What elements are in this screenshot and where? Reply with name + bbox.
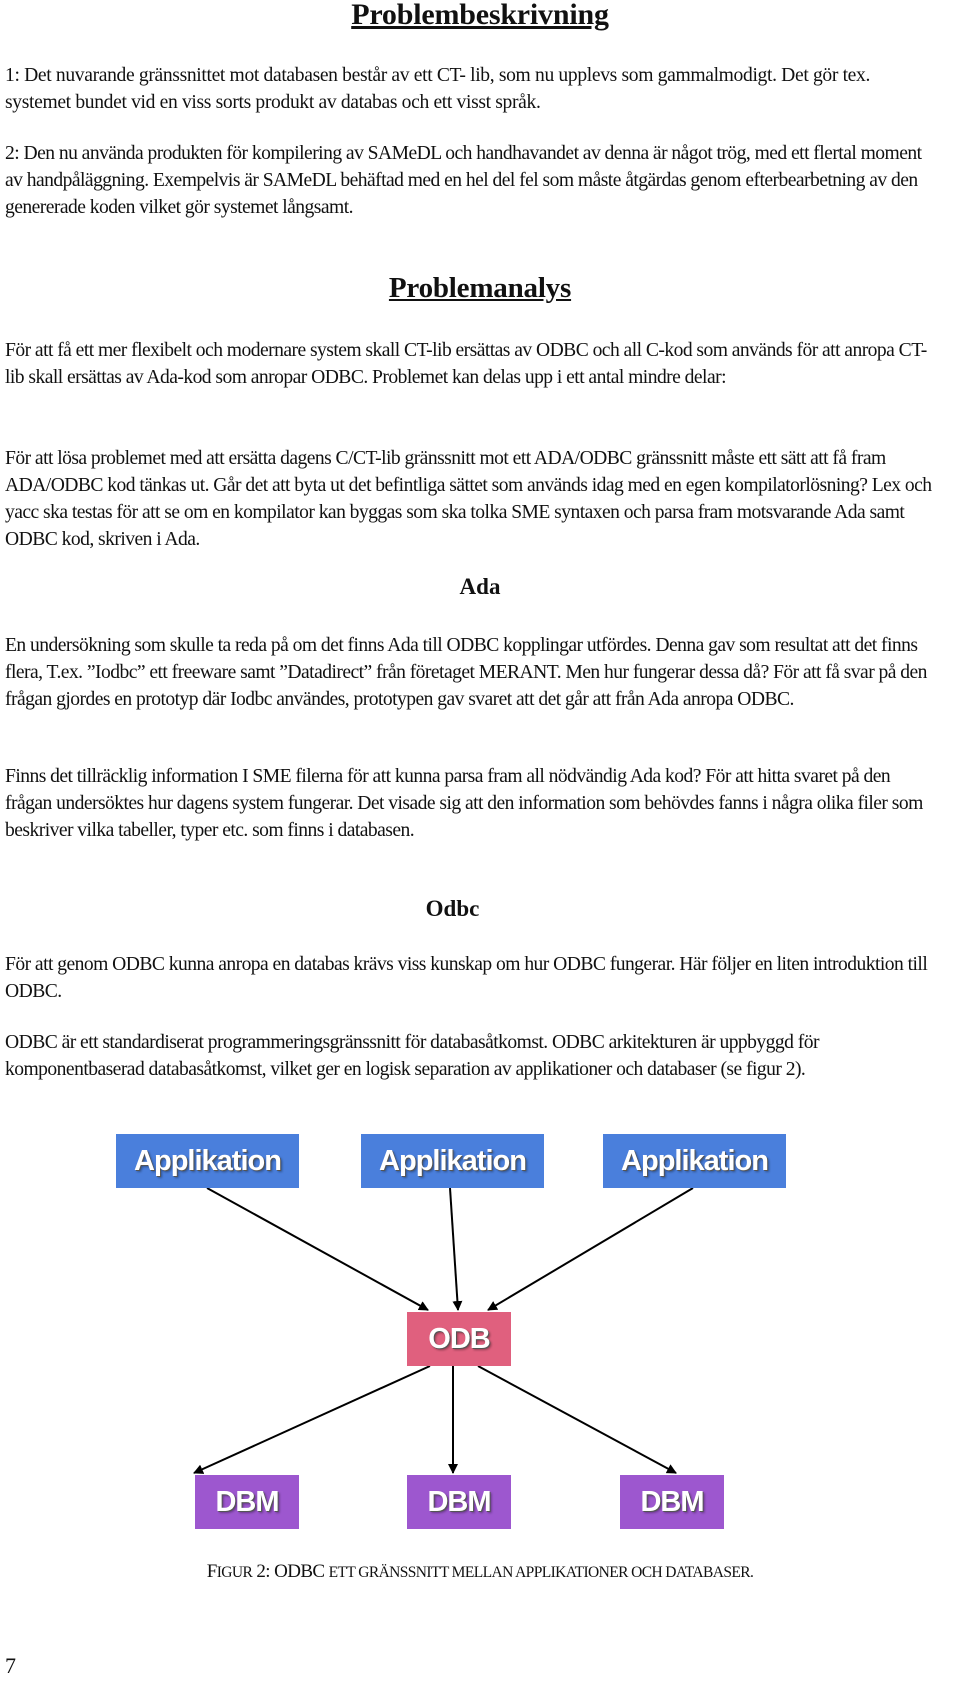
- caption-small-1: IGUR: [216, 1564, 253, 1581]
- paragraph-odbc-intro: För att genom ODBC kunna anropa en databas krävs viss kunskap om hur ODBC fungerar. Här följer en liten introduktion till ODBC.: [5, 954, 928, 1002]
- odb-box: ODB: [407, 1312, 511, 1366]
- paragraph-analysis-solution: För att lösa problemet med att ersätta dagens C/CT-lib gränssnitt mot ett ADA/ODBC gränssnitt måste ett sätt att få fram ADA/ODBC kod tänkas ut. Går det att byta ut det befintliga sättet som används idag med en egen kompilatorlösning? Lex och yacc ska testas för att se om en kompilator kan byggas som ska tolka SME syntaxen och parsa fram motsvarande Ada samt ODBC kod, skriven i Ada.: [5, 448, 932, 550]
- heading-problemanalys: Problemanalys: [388, 272, 572, 304]
- heading-ada: Ada: [459, 574, 501, 599]
- caption-mid: 2: ODBC: [252, 1561, 329, 1582]
- arrow-app3-to-odb: [488, 1188, 693, 1310]
- arrow-app2-to-odb: [450, 1188, 458, 1310]
- odbc-architecture-figure: [0, 1130, 960, 1550]
- page-number: 7: [5, 1653, 16, 1678]
- dbm-box-1: DBM: [195, 1475, 299, 1529]
- application-box-3: Applikation: [603, 1134, 786, 1188]
- paragraph-ada-investigation: En undersökning som skulle ta reda på om det finns Ada till ODBC kopplingar utfördes. Denna gav som resultat att det finns flera, T.ex. ”Iodbc” ett freeware samt ”Datadirect” från företaget MERANT. Men hur fungerar dessa då? För att få svar på den frågan gjordes en prototyp där Iodbc användes, prototypen gav svaret att det går att från Ada anropa ODBC.: [5, 635, 927, 710]
- paragraph-problem-2: 2: Den nu använda produkten för kompilering av SAMeDL och handhavandet av denna är något trög, med ett flertal moment av handpåläggning. Exempelvis är SAMeDL behäftad med en hel del fel som måste åtgärdas genom efterbearbetning av den genererade koden vilket gör systemet långsamt.: [5, 143, 922, 218]
- heading-odbc: Odbc: [425, 896, 480, 921]
- caption-prefix: F: [206, 1561, 217, 1582]
- paragraph-analysis-intro: För att få ett mer flexibelt och modernare system skall CT-lib ersättas av ODBC och all C-kod som används för att anropa CT-lib skall ersättas av Ada-kod som anropar ODBC. Problemet kan delas upp i ett antal mindre delar:: [5, 340, 927, 388]
- application-box-2: Applikation: [361, 1134, 544, 1188]
- dbm-box-3: DBM: [620, 1475, 724, 1529]
- arrow-odb-to-dbm3: [478, 1366, 676, 1473]
- figure-caption: [0, 1558, 960, 1586]
- heading-problembeskrivning: Problembeskrivning: [351, 0, 609, 31]
- caption-small-2: ETT GRÄNSSNITT MELLAN APPLIKATIONER OCH DATABASER.: [328, 1564, 754, 1581]
- arrow-app1-to-odb: [207, 1188, 428, 1310]
- paragraph-ada-sme: Finns det tillräcklig information I SME filerna för att kunna parsa fram all nödvändig Ada kod? För att hitta svaret på den frågan undersöktes hur dagens system fungerar. Det visade sig att den information som behövdes fanns i några olika filer som beskriver vilka tabeller, typer etc. som finns i databasen.: [5, 766, 923, 841]
- paragraph-odbc-architecture: ODBC är ett standardiserat programmeringsgränssnitt för databasåtkomst. ODBC arkitekturen är uppbyggd för komponentbaserad databasåtkomst, vilket ger en logisk separation av applikationer och databaser (se figur 2).: [5, 1032, 819, 1080]
- dbm-box-2: DBM: [407, 1475, 511, 1529]
- application-box-1: Applikation: [116, 1134, 299, 1188]
- arrow-odb-to-dbm1: [194, 1366, 430, 1473]
- paragraph-problem-1: 1: Det nuvarande gränssnittet mot databasen består av ett CT- lib, som nu upplevs som gammalmodigt. Det gör tex. systemet bundet vid en viss sorts produkt av databas och ett visst språk.: [5, 65, 871, 113]
